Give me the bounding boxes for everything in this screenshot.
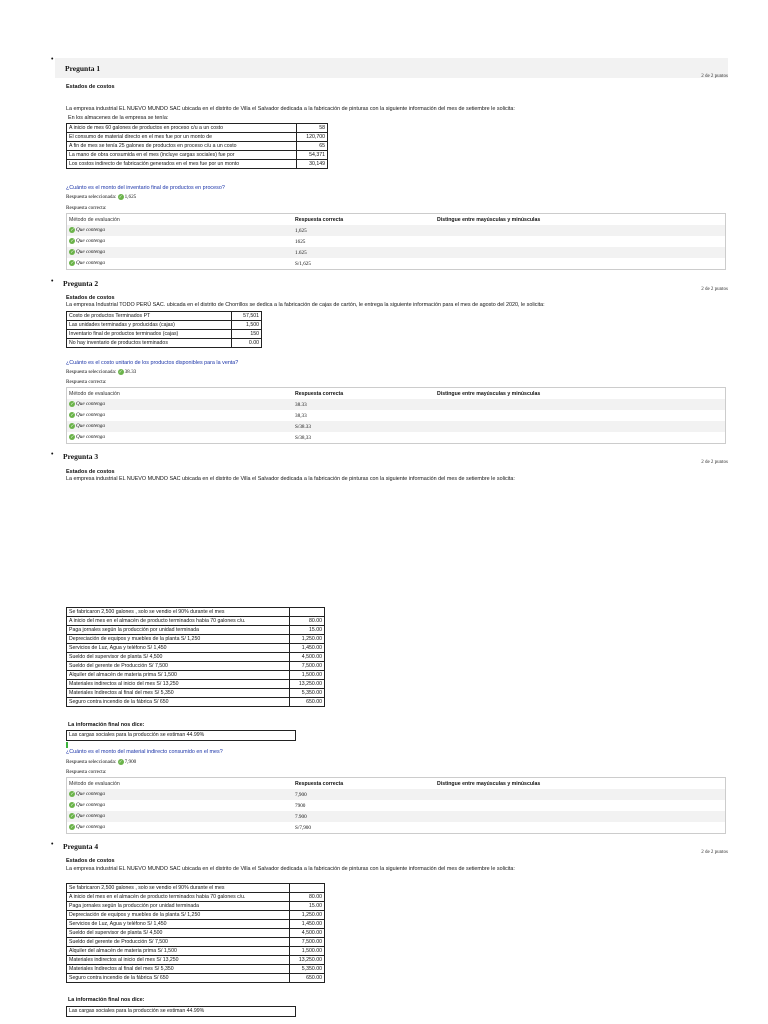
answer-row <box>67 432 726 444</box>
check-icon: ✓ <box>70 423 74 429</box>
final-info-box: Las cargas sociales para la producción se estiman 44.99% <box>66 1006 296 1017</box>
table-row <box>67 698 325 707</box>
method-cell <box>67 811 294 822</box>
check-icon: ✓ <box>70 412 74 418</box>
answer-value: 1625 <box>295 238 306 245</box>
row-label: A fin de mes se tenía 25 galones de productos en proceso c/u a un costo <box>67 142 297 151</box>
question-intro: La empresa Industrial TODO PERÚ SAC. ubicada en el distrito de Chorrillos se dedica a la fabricación de cajas de cartón, le entrega la siguiente información para el mes de agosto del 2020, le solicita: <box>66 302 545 308</box>
selected-answer <box>66 759 136 765</box>
question-header <box>55 58 728 78</box>
row-label: Costo de productos Terminados PT <box>67 312 232 321</box>
table-row <box>67 671 325 680</box>
method-cell <box>67 432 294 444</box>
q3-data-table <box>66 607 325 707</box>
answer-row <box>67 399 726 410</box>
question-subtitle: Estados de costos <box>66 858 115 864</box>
row-value: 7,500.00 <box>290 938 325 947</box>
q2-data-table <box>66 311 262 348</box>
answer-value: S/38,33 <box>295 434 311 441</box>
method-label: Que contenga <box>76 249 105 256</box>
row-value: 1,450.00 <box>290 920 325 929</box>
table-row <box>67 956 325 965</box>
answer-row <box>67 822 726 834</box>
check-icon: ✓ <box>118 194 123 199</box>
method-cell <box>67 258 294 270</box>
row-value: 13,250.00 <box>290 680 325 689</box>
correct-answer-label: Respuesta correcta: <box>66 379 107 385</box>
table-row <box>67 142 328 151</box>
case-cell <box>435 822 726 834</box>
check-icon: ✓ <box>118 369 123 374</box>
table-row <box>67 938 325 947</box>
points-label: 2 de 2 puntos <box>701 460 728 465</box>
q1-data-table <box>66 123 328 169</box>
question-bullet: • <box>51 56 54 63</box>
q4-data-table <box>66 883 325 983</box>
answer-row <box>67 410 726 421</box>
answer-row <box>67 236 726 247</box>
check-icon: ✓ <box>70 401 74 407</box>
answer-value: 7.900 <box>293 811 435 822</box>
check-icon: ✓ <box>70 260 74 266</box>
check-icon: ✓ <box>70 813 74 819</box>
row-value: 5,350.00 <box>290 689 325 698</box>
answer-value: 38,33 <box>295 412 307 419</box>
row-value: 4,500.00 <box>290 929 325 938</box>
method-label: Que contenga <box>76 227 105 234</box>
question-intro: La empresa industrial EL NUEVO MUNDO SAC ubicada en el distrito de Villa el Salvador dedicada a la fabricación de pinturas con la siguiente información del mes de setiembre le solicita: <box>66 106 515 112</box>
method-label: Que contenga <box>76 813 105 820</box>
case-cell <box>435 225 726 236</box>
row-value: 1,500.00 <box>290 947 325 956</box>
table-row <box>67 662 325 671</box>
case-cell <box>435 789 726 800</box>
question-text: ¿Cuánto es el monto del material indirecto consumido en el mes? <box>66 749 223 755</box>
table-row <box>67 653 325 662</box>
question-bullet: • <box>51 451 54 458</box>
row-label: A inicio del mes en el almacén de producto terminados habia 70 galones c/u. <box>67 893 290 902</box>
case-cell <box>435 410 726 421</box>
method-cell <box>67 236 294 247</box>
table-row <box>67 644 325 653</box>
table-row <box>67 124 328 133</box>
method-label: Que contenga <box>76 260 105 267</box>
answer-row <box>67 225 726 236</box>
answer-row <box>67 247 726 258</box>
table-row <box>67 321 262 330</box>
header-correct: Respuesta correcta <box>295 216 344 223</box>
row-value: 30,149 <box>296 160 327 169</box>
question-bullet: • <box>51 278 54 285</box>
row-value <box>290 884 325 893</box>
table-row <box>67 151 328 160</box>
table-caption: En los almacenes de la empresa se tenía: <box>68 115 169 121</box>
row-label: Seguro contra incendio de la fábrica S/ 650 <box>67 698 290 707</box>
table-row <box>67 626 325 635</box>
table-row <box>67 884 325 893</box>
check-icon: ✓ <box>70 824 74 830</box>
case-cell <box>435 258 726 270</box>
row-value: 7,500.00 <box>290 662 325 671</box>
row-value: 5,350.00 <box>290 965 325 974</box>
answer-value: 38.33 <box>293 399 435 410</box>
case-cell <box>435 811 726 822</box>
table-row <box>67 617 325 626</box>
row-label: Servicios de Luz, Agua y teléfono S/ 1,450 <box>67 644 290 653</box>
row-value: 13,250.00 <box>290 956 325 965</box>
row-value: 650.00 <box>290 974 325 983</box>
row-value: 57,501 <box>231 312 261 321</box>
final-info-heading: La información final nos dice: <box>68 997 145 1003</box>
final-info-heading: La información final nos dice: <box>68 722 145 728</box>
method-label: Que contenga <box>76 423 105 430</box>
row-label: Materiales Indirectos al final del mes S/ 5,350 <box>67 689 290 698</box>
selected-answer <box>66 369 136 375</box>
check-icon: ✓ <box>70 802 74 808</box>
table-row <box>67 312 262 321</box>
answer-value: S/38.33 <box>293 421 435 432</box>
row-value: 1,250.00 <box>290 635 325 644</box>
row-label: Alquiler del almacén de materia prima S/ 1,500 <box>67 671 290 680</box>
header-correct: Respuesta correcta <box>295 780 344 787</box>
table-row <box>67 911 325 920</box>
row-label: Las unidades terminadas y producidas (cajas) <box>67 321 232 330</box>
final-info-box: Las cargas sociales para la producción se estiman 44.99% <box>66 730 296 741</box>
scroll-marker <box>66 742 68 748</box>
row-label: Sueldo del gerente de Producción S/ 7,500 <box>67 662 290 671</box>
row-value: 150 <box>231 330 261 339</box>
row-value: 0.00 <box>231 339 261 348</box>
row-label: A inicio de mes 60 galones de productos en proceso c/u a un costo <box>67 124 297 133</box>
row-value: 120,700 <box>296 133 327 142</box>
row-label: El consumo de material directo en el mes fue por un monto de <box>67 133 297 142</box>
selected-answer-label: Respuesta seleccionada: <box>66 369 117 376</box>
table-row <box>67 902 325 911</box>
row-label: Materiales Indirectos al final del mes S/ 5,350 <box>67 965 290 974</box>
answer-value: S/7,900 <box>295 824 311 831</box>
table-row <box>67 929 325 938</box>
method-cell <box>67 225 294 236</box>
row-label: Paga jornales según la producción por unidad terminada <box>67 626 290 635</box>
check-icon: ✓ <box>70 238 74 244</box>
case-cell <box>435 247 726 258</box>
question-subtitle: Estados de costos <box>66 295 115 301</box>
row-value <box>290 608 325 617</box>
method-cell <box>67 822 294 834</box>
method-cell <box>67 789 294 800</box>
row-label: Alquiler del almacén de materia prima S/ 1,500 <box>67 947 290 956</box>
check-icon: ✓ <box>70 791 74 797</box>
answer-header-row <box>67 778 726 790</box>
points-label: 2 de 2 puntos <box>701 287 728 292</box>
method-cell <box>67 247 294 258</box>
table-row <box>67 680 325 689</box>
method-label: Que contenga <box>76 238 105 245</box>
row-label: Seguro contra incendio de la fábrica S/ 650 <box>67 974 290 983</box>
correct-answer-label: Respuesta correcta: <box>66 205 107 211</box>
row-label: Inventario final de productos terminados (cajas) <box>67 330 232 339</box>
row-value: 1,250.00 <box>290 911 325 920</box>
answer-table <box>66 777 726 834</box>
answer-row <box>67 421 726 432</box>
selected-answer-label: Respuesta seleccionada: <box>66 194 117 201</box>
selected-answer-value: 1,625 <box>124 194 137 201</box>
row-value: 4,500.00 <box>290 653 325 662</box>
table-row <box>67 920 325 929</box>
answer-row <box>67 800 726 811</box>
case-cell <box>435 432 726 444</box>
table-row <box>67 339 262 348</box>
correct-answer-label: Respuesta correcta: <box>66 769 107 775</box>
question-text: ¿Cuánto es el costo unitario de los productos disponibles para la venta? <box>66 360 239 366</box>
row-label: No hay inventario de productos terminados <box>67 339 232 348</box>
table-row <box>67 974 325 983</box>
header-correct: Respuesta correcta <box>295 390 344 397</box>
row-label: Sueldo del supervisor de planta S/ 4,500 <box>67 653 290 662</box>
check-icon: ✓ <box>118 759 123 764</box>
answer-value: 7,900 <box>293 789 435 800</box>
table-row <box>67 133 328 142</box>
method-label: Que contenga <box>76 434 105 441</box>
row-label: Paga jornales según la producción por unidad terminada <box>67 902 290 911</box>
table-row <box>67 893 325 902</box>
row-value: 80.00 <box>290 617 325 626</box>
row-label: Servicios de Luz, Agua y teléfono S/ 1,450 <box>67 920 290 929</box>
row-label: Materiales indirectos al inicio del mes S/ 13,250 <box>67 680 290 689</box>
answer-row <box>67 789 726 800</box>
row-label: Se fabricaron 2,500 galones , solo se vendio el 90% durante el mes <box>67 884 290 893</box>
method-label: Que contenga <box>76 401 105 408</box>
row-value: 80.00 <box>290 893 325 902</box>
row-value: 15.00 <box>290 626 325 635</box>
answer-value: 1,625 <box>293 225 435 236</box>
answer-table <box>66 387 726 444</box>
row-label: Depreciación de equipos y muebles de la planta S/ 1,250 <box>67 911 290 920</box>
case-cell <box>435 236 726 247</box>
header-case: Distingue entre mayúsculas y minúsculas <box>437 216 541 223</box>
question-bullet: • <box>51 841 54 848</box>
row-label: Los costos indirecto de fabricación generados en el mes fue por un monto <box>67 160 297 169</box>
case-cell <box>435 399 726 410</box>
row-value: 65 <box>296 142 327 151</box>
method-cell <box>67 410 294 421</box>
question-intro: La empresa industrial EL NUEVO MUNDO SAC ubicada en el distrito de Villa el Salvador dedicada a la fabricación de pinturas con la siguiente información del mes de setiembre le solicita: <box>66 866 515 872</box>
answer-value: 7900 <box>295 802 306 809</box>
table-row <box>67 160 328 169</box>
question-title: Pregunta 4 <box>63 842 99 851</box>
header-case: Distingue entre mayúsculas y minúsculas <box>437 780 541 787</box>
case-cell <box>435 800 726 811</box>
row-value: 58 <box>296 124 327 133</box>
selected-answer-label: Respuesta seleccionada: <box>66 759 117 766</box>
answer-table <box>66 213 726 270</box>
table-row <box>67 947 325 956</box>
method-cell <box>67 421 294 432</box>
answer-value: 1.625 <box>293 247 435 258</box>
answer-row <box>67 258 726 270</box>
table-row <box>67 965 325 974</box>
method-label: Que contenga <box>76 802 105 809</box>
method-label: Que contenga <box>76 824 105 831</box>
header-method: Método de evaluación <box>69 390 120 397</box>
selected-answer-value: 38.33 <box>124 369 137 376</box>
points-label: 2 de 2 puntos <box>701 74 728 79</box>
case-cell <box>435 421 726 432</box>
check-icon: ✓ <box>70 227 74 233</box>
row-label: Sueldo del gerente de Producción S/ 7,500 <box>67 938 290 947</box>
check-icon: ✓ <box>70 434 74 440</box>
answer-row <box>67 811 726 822</box>
header-method: Método de evaluación <box>69 780 120 787</box>
row-value: 1,500.00 <box>290 671 325 680</box>
question-title: Pregunta 3 <box>63 452 99 461</box>
row-label: Materiales indirectos al inicio del mes S/ 13,250 <box>67 956 290 965</box>
answer-header-row <box>67 388 726 400</box>
points-label: 2 de 2 puntos <box>701 850 728 855</box>
method-label: Que contenga <box>76 791 105 798</box>
row-value: 650.00 <box>290 698 325 707</box>
row-value: 15.00 <box>290 902 325 911</box>
table-row <box>67 330 262 339</box>
table-row <box>67 689 325 698</box>
answer-value: S/1,625 <box>295 260 311 267</box>
selected-answer-value: 7,900 <box>124 759 137 766</box>
row-label: Sueldo del supervisor de planta S/ 4,500 <box>67 929 290 938</box>
question-subtitle: Estados de costos <box>66 469 115 475</box>
question-subtitle: Estados de costos <box>66 84 115 90</box>
row-label: La mano de obra consumida en el mes (incluye cargas sociales) fue por <box>67 151 297 160</box>
question-title: Pregunta 1 <box>65 64 101 73</box>
row-value: 54,371 <box>296 151 327 160</box>
question-title: Pregunta 2 <box>63 279 99 288</box>
row-label: A inicio del mes en el almacén de producto terminados habia 70 galones c/u. <box>67 617 290 626</box>
table-row <box>67 608 325 617</box>
question-text: ¿Cuánto es el monto del inventario final de productos en proceso? <box>66 185 225 191</box>
row-label: Depreciación de equipos y muebles de la planta S/ 1,250 <box>67 635 290 644</box>
check-icon: ✓ <box>70 249 74 255</box>
question-intro: La empresa industrial EL NUEVO MUNDO SAC ubicada en el distrito de Villa el Salvador dedicada a la fabricación de pinturas con la siguiente información del mes de setiembre le solicita: <box>66 476 515 482</box>
answer-header-row <box>67 214 726 226</box>
table-row <box>67 635 325 644</box>
header-case: Distingue entre mayúsculas y minúsculas <box>437 390 541 397</box>
row-value: 1,450.00 <box>290 644 325 653</box>
method-cell <box>67 800 294 811</box>
header-method: Método de evaluación <box>69 216 120 223</box>
selected-answer <box>66 194 136 200</box>
method-cell <box>67 399 294 410</box>
row-value: 1,500 <box>231 321 261 330</box>
method-label: Que contenga <box>76 412 105 419</box>
row-label: Se fabricaron 2,500 galones , solo se vendio el 90% durante el mes <box>67 608 290 617</box>
